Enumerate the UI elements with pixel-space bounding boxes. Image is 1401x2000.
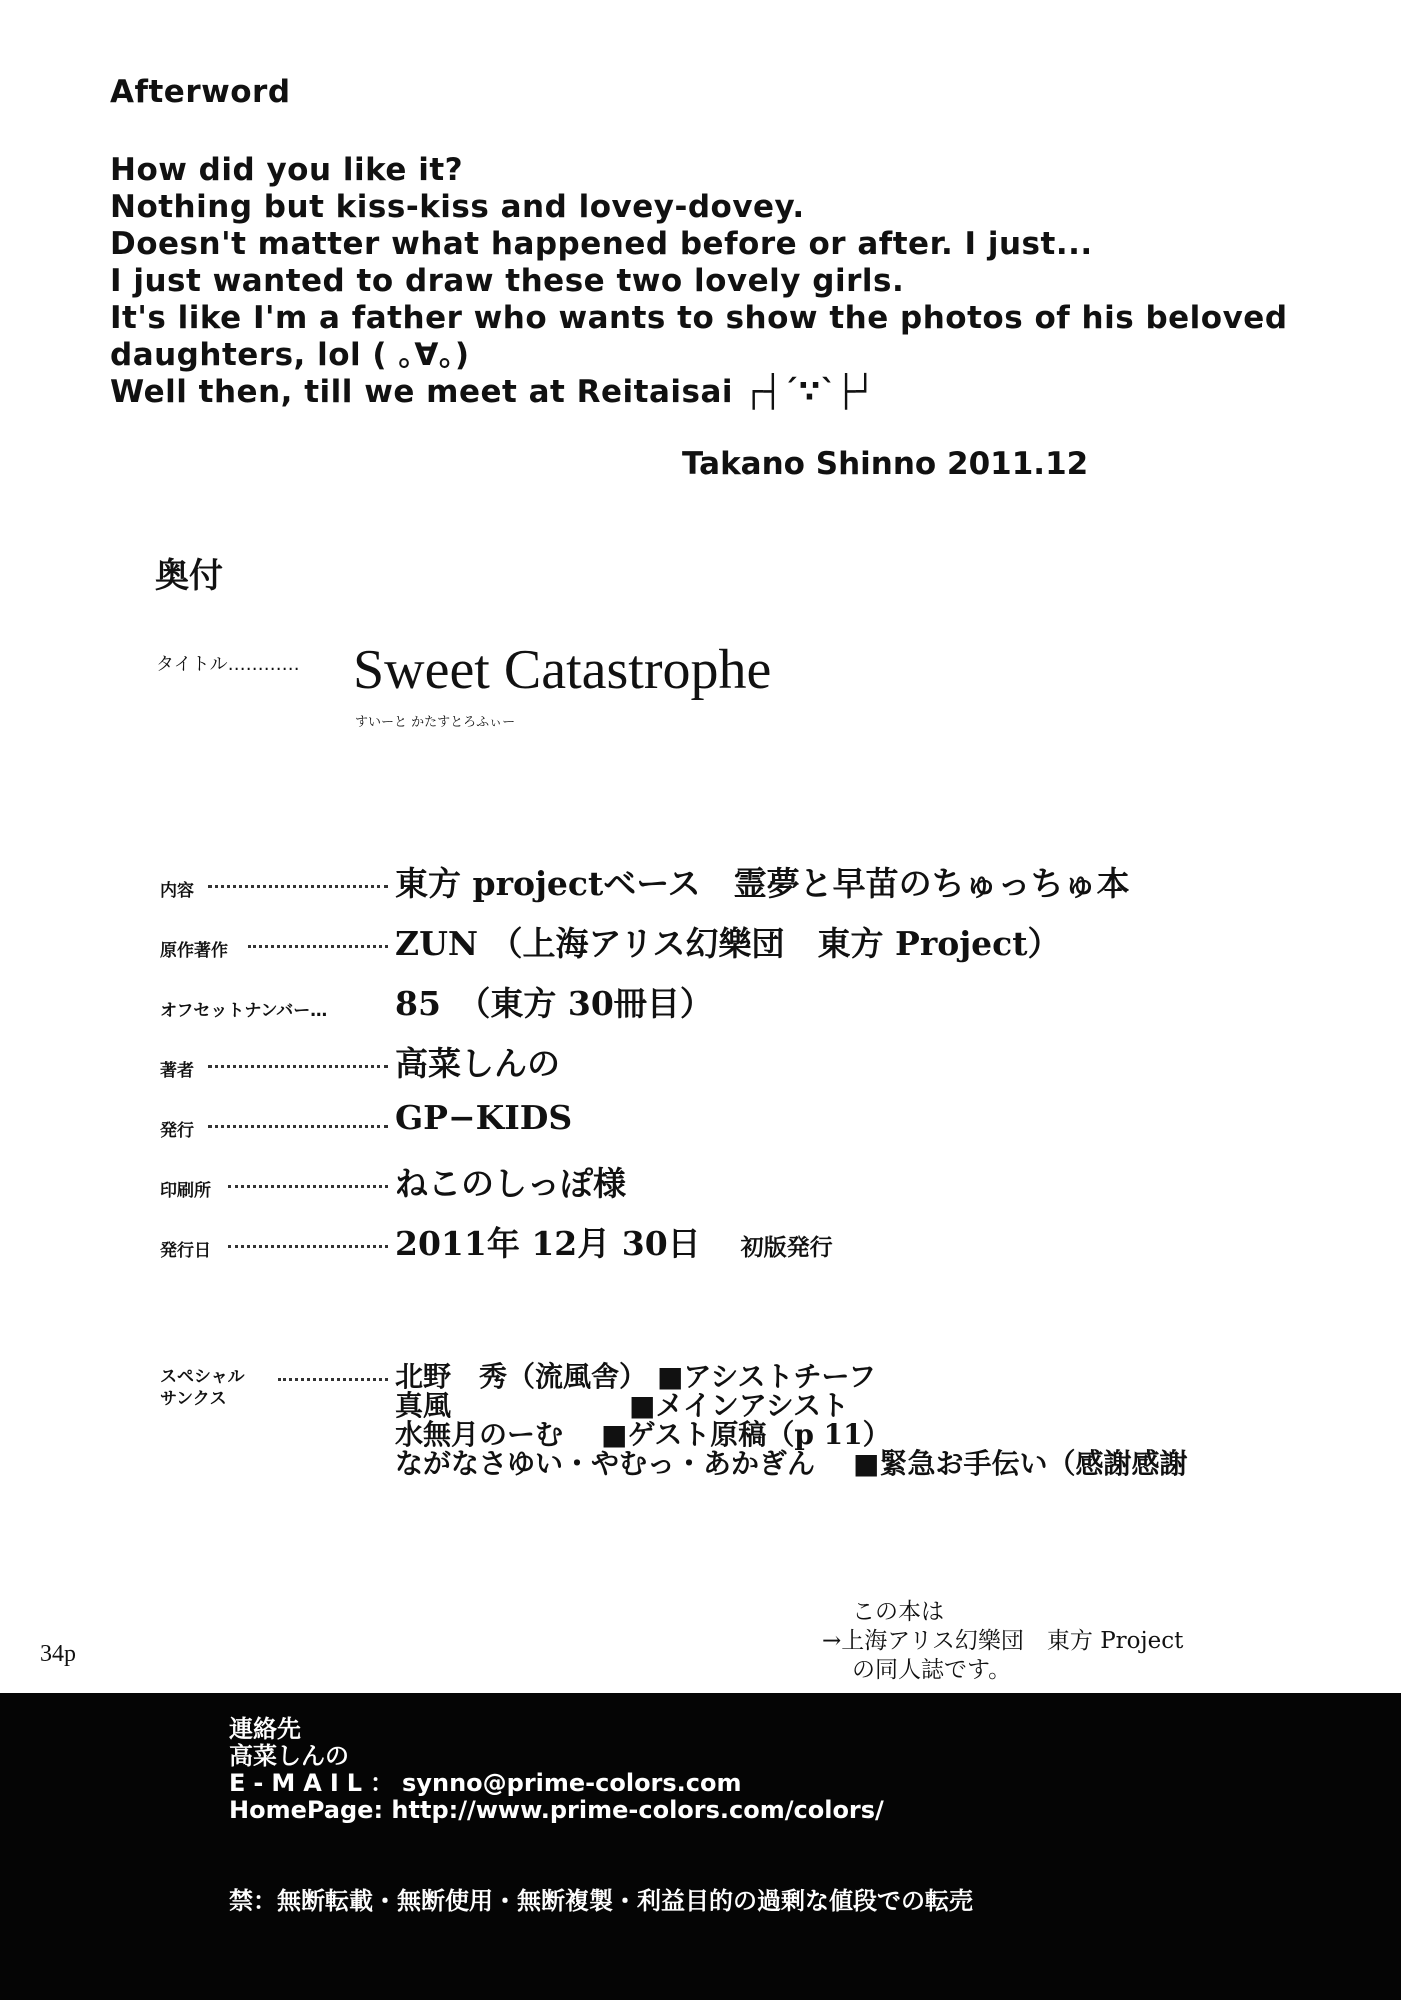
afterword-line: It's like I'm a father who wants to show the photos of his beloved <box>110 300 1288 336</box>
credit-row-publish-date <box>160 1218 1360 1278</box>
edition-note: 初版発行 <box>740 1234 833 1261</box>
credit-row-author <box>160 1038 1360 1098</box>
book-title-reading: すいーと かたすとろふぃー <box>355 715 516 730</box>
credit-label: 著者 <box>160 1061 194 1081</box>
thanks-entry <box>395 1449 1187 1478</box>
credit-value: 東方 projectベース 霊夢と早苗のちゅっちゅ本 <box>395 864 1130 903</box>
credit-row-content <box>160 858 1360 918</box>
thanks-role: ■ゲスト原稿（p 11） <box>601 1418 891 1451</box>
credit-value: 高菜しんの <box>395 1044 560 1083</box>
leader-dots <box>228 1185 388 1188</box>
afterword-body <box>110 152 1310 411</box>
special-thanks-label-line: サンクス <box>160 1389 227 1409</box>
special-thanks-label <box>160 1366 280 1410</box>
credit-value: GP−KIDS <box>395 1098 573 1137</box>
special-thanks-list <box>395 1362 1187 1478</box>
book-title: Sweet Catastrophe <box>353 639 772 701</box>
thanks-role: ■アシストチーフ <box>657 1360 877 1393</box>
leader-dots <box>208 885 388 888</box>
afterword-line: Doesn't matter what happened before or after. I just... <box>110 226 1093 262</box>
credit-label: 内容 <box>160 881 194 901</box>
afterword-line: I just wanted to draw these two lovely girls. <box>110 263 905 299</box>
origin-note-line: →上海アリス幻樂団 東方 Project <box>822 1628 1184 1654</box>
special-thanks-label-line: スペシャル <box>160 1367 245 1387</box>
afterword-line: How did you like it? <box>110 152 464 188</box>
prohibition-notice: 禁：無断転載・無断使用・無断複製・利益目的の過剰な値段での転売 <box>229 1887 973 1915</box>
thanks-name: 北野 秀（流風舎） <box>395 1360 648 1393</box>
thanks-entry <box>395 1362 1187 1391</box>
contact-footer <box>0 1693 1401 2000</box>
credit-label: オフセットナンバー… <box>160 1001 328 1021</box>
leader-dots <box>248 945 388 948</box>
email-address[interactable]: synno@prime-colors.com <box>402 1769 742 1797</box>
afterword-line: Nothing but kiss-kiss and lovey-dovey. <box>110 189 805 225</box>
afterword-line: Well then, till we meet at Reitaisai ┌┤´∵`├┘ <box>110 374 876 410</box>
thanks-entry <box>395 1391 1187 1420</box>
leader-dots <box>208 1065 388 1068</box>
thanks-name: 真風 <box>395 1389 620 1422</box>
leader-dots <box>208 1125 388 1128</box>
credit-label: 印刷所 <box>160 1181 211 1201</box>
credit-value: ZUN （上海アリス幻樂団 東方 Project） <box>395 924 1061 963</box>
afterword-heading: Afterword <box>110 74 291 110</box>
afterword-section <box>110 72 1310 411</box>
credit-row-original-work <box>160 918 1360 978</box>
origin-note-line: の同人誌です。 <box>852 1657 1012 1683</box>
credit-value: ねこのしっぽ様 <box>395 1164 626 1203</box>
contact-block <box>229 1716 884 1824</box>
title-label: タイトル………… <box>156 654 300 675</box>
leader-dots <box>278 1378 388 1381</box>
contact-author: 高菜しんの <box>229 1742 349 1770</box>
homepage-url[interactable]: http://www.prime-colors.com/colors/ <box>391 1796 884 1824</box>
credit-row-offset-number <box>160 978 1360 1038</box>
credit-row-printer <box>160 1158 1360 1218</box>
credit-label: 発行 <box>160 1121 194 1141</box>
thanks-entry <box>395 1420 1187 1449</box>
credit-value: 85 （東方 30冊目） <box>395 984 713 1023</box>
homepage-row <box>229 1797 884 1824</box>
afterword-signature: Takano Shinno 2011.12 <box>682 446 1089 482</box>
email-row <box>229 1770 884 1797</box>
publish-date: 2011年 12月 30日 <box>395 1224 701 1263</box>
origin-note <box>822 1598 1183 1685</box>
thanks-name: ながなさゆい・やむっ・あかぎん <box>395 1447 844 1480</box>
thanks-name: 水無月のーむ <box>395 1418 592 1451</box>
credit-row-publisher <box>160 1098 1360 1158</box>
afterword-line: daughters, lol ( ｡∀｡) <box>110 337 470 373</box>
leader-dots <box>228 1245 388 1248</box>
credit-label: 発行日 <box>160 1241 211 1261</box>
page-number: 34p <box>40 1641 76 1667</box>
contact-label: 連絡先 <box>229 1715 301 1743</box>
thanks-role: ■メインアシスト <box>629 1389 849 1422</box>
origin-note-line: この本は <box>852 1599 944 1625</box>
homepage-label: HomePage: <box>229 1796 392 1824</box>
email-label: E-MAIL： <box>229 1769 403 1797</box>
colophon-heading: 奥付 <box>155 556 223 596</box>
thanks-role: ■緊急お手伝い（感謝感謝 <box>853 1447 1188 1480</box>
colophon-credits <box>160 858 1360 1278</box>
credit-label: 原作著作 <box>160 941 228 961</box>
credit-value <box>395 1218 833 1265</box>
